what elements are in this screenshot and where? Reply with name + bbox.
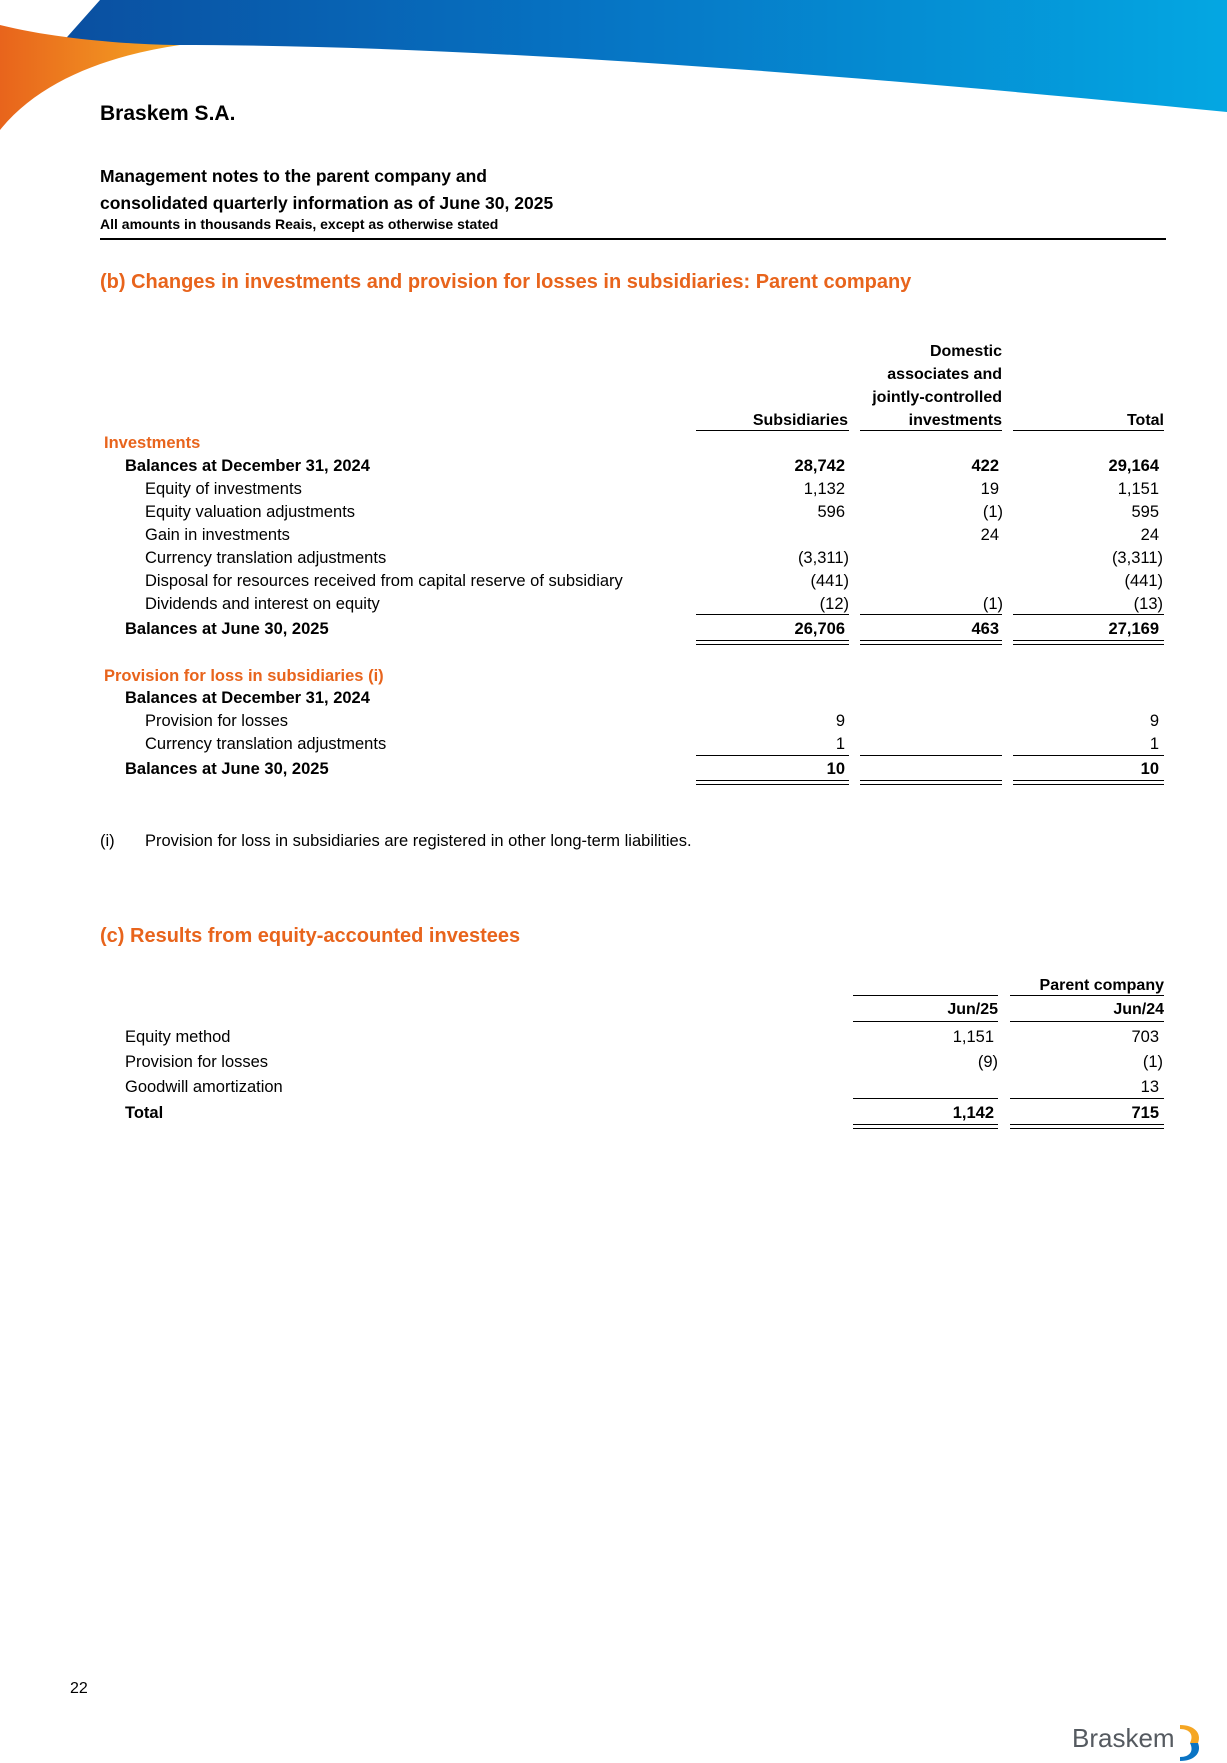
total-double-rule <box>853 1124 998 1129</box>
table-cell: 27,169 <box>1108 620 1159 638</box>
table-cell: 9 <box>835 712 845 730</box>
report-title: Management notes to the parent company and consolidated quarterly information as of June 30, 2025 <box>100 166 554 213</box>
table-cell: 26,706 <box>794 620 845 638</box>
table-cell: 596 <box>817 503 845 521</box>
table-cell: 24 <box>1140 526 1159 544</box>
subtotal-rule <box>1013 755 1164 756</box>
total-double-rule <box>1010 1124 1164 1129</box>
col-rule <box>853 1021 998 1022</box>
subtotal-rule <box>696 755 849 756</box>
table-cell: 1,151 <box>1117 480 1159 498</box>
total-double-rule <box>1013 780 1164 785</box>
total-double-rule <box>860 780 1002 785</box>
table-cell: (12) <box>819 595 849 613</box>
table-cell: 19 <box>980 480 999 498</box>
investments-label: Investments <box>104 434 201 452</box>
table-cell: 10 <box>1140 760 1159 778</box>
table-cell: (1) <box>982 503 1003 521</box>
subtotal-rule <box>860 755 1002 756</box>
col-rule <box>1010 1021 1164 1022</box>
table-cell: 422 <box>971 457 999 475</box>
table-cell: 703 <box>1131 1028 1159 1046</box>
table-cell: (9) <box>977 1053 998 1071</box>
table-row-label: Dividends and interest on equity <box>145 595 380 613</box>
col-header-subsidiaries: Subsidiaries <box>752 412 848 429</box>
col-header-domestic: Domestic associates and jointly-controlled investments <box>872 343 1002 429</box>
table-row-label: Currency translation adjustments <box>145 735 387 753</box>
header-rule <box>100 238 1166 240</box>
total-double-rule <box>860 640 1002 645</box>
subtotal-rule <box>853 1098 998 1099</box>
table-cell: 1,132 <box>803 480 845 498</box>
table-row-label: Goodwill amortization <box>125 1078 283 1096</box>
provision-label: Provision for loss in subsidiaries (i) <box>104 667 384 685</box>
table-cell: 24 <box>980 526 999 544</box>
table-cell: (1) <box>1142 1053 1163 1071</box>
subtotal-rule <box>696 614 849 615</box>
table-row-label: Provision for losses <box>145 712 289 730</box>
table-cell: 715 <box>1131 1104 1159 1122</box>
table-row-label: Disposal for resources received from capital reserve of subsidiary <box>145 572 623 590</box>
total-double-rule <box>696 640 849 645</box>
table-cell: (1) <box>982 595 1003 613</box>
col-rule <box>696 430 849 431</box>
footnote-marker: (i) <box>100 832 115 850</box>
page-number: 22 <box>70 1680 88 1697</box>
subtotal-rule <box>1010 1098 1164 1099</box>
col-header-jun25: Jun/25 <box>947 1001 998 1018</box>
table-cell: 595 <box>1131 503 1159 521</box>
section-b-title: (b) Changes in investments and provision for losses in subsidiaries: Parent company <box>100 271 912 293</box>
col-rule <box>860 430 1002 431</box>
table-cell: 13 <box>1140 1078 1159 1096</box>
table-cell: 9 <box>1149 712 1159 730</box>
table-cell: (441) <box>1124 572 1163 590</box>
table-row-label: Balances at December 31, 2024 <box>125 457 370 475</box>
table-row-label: Balances at December 31, 2024 <box>125 689 370 707</box>
table-row-label: Gain in investments <box>145 526 290 544</box>
table-cell: 28,742 <box>794 457 845 475</box>
total-double-rule <box>1013 640 1164 645</box>
col-header-jun24: Jun/24 <box>1113 1001 1164 1018</box>
table-row-label: Provision for losses <box>125 1053 269 1071</box>
table-row-label: Equity valuation adjustments <box>145 503 356 521</box>
table-cell: 1 <box>835 735 845 753</box>
company-name: Braskem S.A. <box>100 102 236 125</box>
table-cell: 29,164 <box>1108 457 1159 475</box>
table-cell: (3,311) <box>1111 549 1163 567</box>
table-cell: 463 <box>971 620 999 638</box>
col-group-header: Parent company <box>1039 977 1164 994</box>
col-rule <box>1013 430 1164 431</box>
table-row-label: Equity of investments <box>145 480 302 498</box>
col-rule <box>1010 995 1164 996</box>
subtotal-rule <box>860 614 1002 615</box>
table-row-label: Currency translation adjustments <box>145 549 387 567</box>
table-cell: (3,311) <box>797 549 849 567</box>
braskem-logo-text: Braskem <box>1072 1723 1175 1753</box>
report-subtitle: All amounts in thousands Reais, except as otherwise stated <box>100 216 499 232</box>
table-cell: 1 <box>1149 735 1159 753</box>
table-cell: (13) <box>1133 595 1163 613</box>
braskem-logo-icon <box>1176 1723 1206 1763</box>
table-row-label: Balances at June 30, 2025 <box>125 760 329 778</box>
footnote-text: Provision for loss in subsidiaries are registered in other long-term liabilities. <box>145 832 692 850</box>
table-row-label: Total <box>125 1104 164 1122</box>
total-double-rule <box>696 780 849 785</box>
table-row-label: Equity method <box>125 1028 231 1046</box>
col-header-total: Total <box>1126 412 1164 429</box>
table-cell: 10 <box>826 760 845 778</box>
table-cell: (441) <box>810 572 849 590</box>
col-rule <box>853 995 998 996</box>
section-c-title: (c) Results from equity-accounted investees <box>100 925 521 947</box>
table-cell: 1,142 <box>952 1104 994 1122</box>
table-row-label: Balances at June 30, 2025 <box>125 620 329 638</box>
table-cell: 1,151 <box>952 1028 994 1046</box>
subtotal-rule <box>1013 614 1164 615</box>
